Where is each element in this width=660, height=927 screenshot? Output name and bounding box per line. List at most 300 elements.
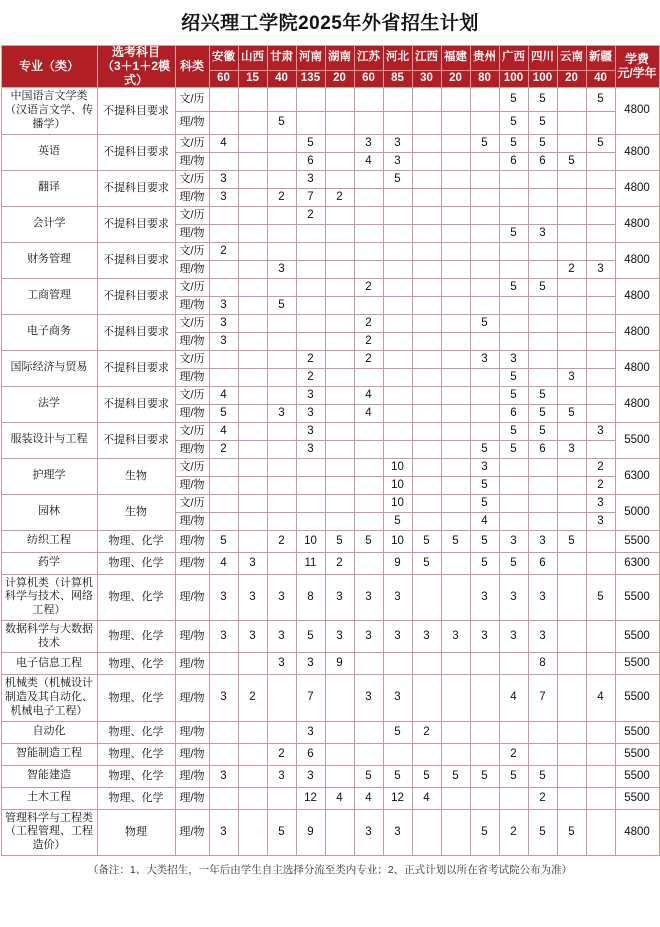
- quota-cell: [238, 530, 267, 552]
- subject-requirement: 不提科目要求: [97, 350, 175, 386]
- quota-cell: 3: [528, 574, 557, 620]
- quota-cell: 2: [238, 675, 267, 721]
- quota-cell: [296, 476, 325, 494]
- major-name: 机械类（机械设计制造及其自动化、机械电子工程）: [1, 675, 97, 721]
- quota-cell: [557, 765, 586, 787]
- kelei-cell: 理/物: [175, 224, 209, 242]
- quota-cell: [557, 188, 586, 206]
- quota-cell: [441, 350, 470, 368]
- quota-cell: [441, 88, 470, 111]
- kelei-cell: 理/物: [175, 743, 209, 765]
- quota-cell: 3: [557, 440, 586, 458]
- quota-cell: 3: [499, 530, 528, 552]
- quota-cell: [557, 494, 586, 512]
- quota-cell: 2: [586, 476, 615, 494]
- tuition-fee: 4800: [615, 242, 659, 278]
- quota-cell: 3: [296, 404, 325, 422]
- quota-cell: [296, 242, 325, 260]
- quota-cell: [354, 368, 383, 386]
- quota-cell: [586, 350, 615, 368]
- major-name: 翻译: [1, 170, 97, 206]
- quota-cell: [470, 386, 499, 404]
- quota-cell: [412, 675, 441, 721]
- quota-cell: [325, 386, 354, 404]
- quota-cell: 5: [528, 386, 557, 404]
- quota-cell: [238, 350, 267, 368]
- quota-cell: 5: [499, 368, 528, 386]
- quota-cell: [412, 242, 441, 260]
- table-row: [1, 134, 659, 152]
- major-name: 自动化: [1, 721, 97, 743]
- quota-cell: [412, 574, 441, 620]
- quota-cell: [441, 512, 470, 530]
- subject-requirement: 物理、化学: [97, 721, 175, 743]
- quota-cell: [325, 404, 354, 422]
- quota-cell: [354, 206, 383, 224]
- kelei-cell: 理/物: [175, 296, 209, 314]
- quota-cell: [209, 476, 238, 494]
- header-fee-line2: 元/学年: [617, 65, 657, 80]
- quota-cell: [412, 111, 441, 134]
- quota-cell: [383, 242, 412, 260]
- quota-cell: [470, 111, 499, 134]
- quota-cell: [325, 88, 354, 111]
- quota-cell: 3: [528, 224, 557, 242]
- quota-cell: 2: [412, 721, 441, 743]
- table-note: （备注：1、大类招生，一年后由学生自主选择分流至类内专业；2、正式计划以所在省考试院公布为准）: [87, 863, 573, 876]
- quota-cell: [441, 809, 470, 855]
- quota-cell: [354, 296, 383, 314]
- quota-cell: [557, 224, 586, 242]
- quota-cell: [470, 787, 499, 809]
- quota-cell: [586, 530, 615, 552]
- quota-cell: 3: [209, 170, 238, 188]
- quota-cell: [441, 404, 470, 422]
- major-name: 园林: [1, 494, 97, 530]
- quota-cell: 3: [586, 512, 615, 530]
- quota-cell: [412, 224, 441, 242]
- quota-cell: [325, 242, 354, 260]
- quota-cell: [267, 512, 296, 530]
- major-name: 计算机类（计算机科学与技术、网络工程）: [1, 574, 97, 620]
- quota-cell: [528, 296, 557, 314]
- quota-cell: [209, 278, 238, 296]
- header-province-7: 江西: [412, 46, 441, 71]
- header-province-10: 广西: [499, 46, 528, 71]
- quota-cell: [528, 206, 557, 224]
- quota-cell: [238, 111, 267, 134]
- quota-cell: [325, 512, 354, 530]
- quota-cell: 6: [499, 404, 528, 422]
- quota-cell: 6: [499, 152, 528, 170]
- quota-cell: [412, 809, 441, 855]
- quota-cell: 5: [557, 404, 586, 422]
- major-name: 药学: [1, 552, 97, 574]
- quota-cell: [470, 404, 499, 422]
- quota-cell: [557, 296, 586, 314]
- quota-cell: 5: [528, 765, 557, 787]
- quota-cell: 3: [238, 620, 267, 653]
- quota-cell: [267, 350, 296, 368]
- quota-cell: [209, 787, 238, 809]
- quota-cell: [354, 224, 383, 242]
- quota-cell: 4: [354, 386, 383, 404]
- table-row: [1, 620, 659, 653]
- quota-cell: [238, 458, 267, 476]
- kelei-cell: 理/物: [175, 675, 209, 721]
- quota-cell: 3: [296, 170, 325, 188]
- quota-cell: 3: [383, 574, 412, 620]
- quota-cell: [441, 743, 470, 765]
- quota-cell: [383, 404, 412, 422]
- quota-cell: [238, 188, 267, 206]
- quota-cell: [470, 721, 499, 743]
- quota-cell: 5: [354, 765, 383, 787]
- tuition-fee: 5000: [615, 494, 659, 530]
- major-name: 国际经济与贸易: [1, 350, 97, 386]
- quota-cell: 2: [325, 188, 354, 206]
- table-row: [1, 314, 659, 332]
- quota-cell: [267, 721, 296, 743]
- quota-cell: [296, 296, 325, 314]
- quota-cell: [499, 512, 528, 530]
- quota-cell: [412, 260, 441, 278]
- quota-cell: [412, 458, 441, 476]
- subject-requirement: 物理、化学: [97, 743, 175, 765]
- quota-cell: [325, 260, 354, 278]
- quota-cell: 5: [325, 530, 354, 552]
- quota-cell: [354, 170, 383, 188]
- quota-cell: [557, 242, 586, 260]
- quota-cell: [354, 260, 383, 278]
- quota-cell: [412, 152, 441, 170]
- quota-cell: [325, 368, 354, 386]
- tuition-fee: 5500: [615, 422, 659, 458]
- table-row: [1, 494, 659, 512]
- quota-cell: [238, 440, 267, 458]
- quota-cell: [267, 675, 296, 721]
- quota-cell: [383, 278, 412, 296]
- quota-cell: [354, 653, 383, 675]
- kelei-cell: 理/物: [175, 332, 209, 350]
- quota-cell: 5: [209, 530, 238, 552]
- subject-requirement: 不提科目要求: [97, 134, 175, 170]
- quota-cell: [296, 224, 325, 242]
- quota-cell: [441, 296, 470, 314]
- quota-cell: [209, 224, 238, 242]
- quota-cell: [354, 422, 383, 440]
- quota-cell: [499, 458, 528, 476]
- header-province-2: 甘肃: [267, 46, 296, 71]
- quota-cell: [586, 721, 615, 743]
- quota-cell: [557, 386, 586, 404]
- quota-cell: [238, 787, 267, 809]
- quota-cell: [267, 134, 296, 152]
- table-row: [1, 574, 659, 620]
- quota-cell: [441, 494, 470, 512]
- quota-cell: 3: [325, 574, 354, 620]
- quota-cell: [412, 422, 441, 440]
- kelei-cell: 理/物: [175, 765, 209, 787]
- subject-requirement: 生物: [97, 494, 175, 530]
- table-row: [1, 242, 659, 260]
- quota-cell: [383, 653, 412, 675]
- quota-cell: [441, 111, 470, 134]
- quota-cell: [470, 242, 499, 260]
- quota-cell: 3: [209, 332, 238, 350]
- quota-cell: 6: [528, 552, 557, 574]
- quota-cell: 3: [296, 653, 325, 675]
- quota-cell: 5: [499, 422, 528, 440]
- quota-cell: [267, 224, 296, 242]
- quota-cell: 3: [296, 440, 325, 458]
- quota-cell: [528, 332, 557, 350]
- quota-cell: [354, 88, 383, 111]
- quota-cell: [557, 314, 586, 332]
- quota-cell: [499, 653, 528, 675]
- quota-cell: 4: [499, 675, 528, 721]
- quota-cell: [557, 422, 586, 440]
- quota-cell: 5: [499, 88, 528, 111]
- quota-cell: [586, 765, 615, 787]
- major-name: 会计学: [1, 206, 97, 242]
- quota-cell: [267, 476, 296, 494]
- quota-cell: [528, 458, 557, 476]
- quota-cell: [296, 332, 325, 350]
- quota-cell: [586, 743, 615, 765]
- quota-cell: 5: [470, 809, 499, 855]
- quota-cell: [441, 787, 470, 809]
- quota-cell: [325, 278, 354, 296]
- quota-cell: [412, 188, 441, 206]
- quota-cell: [383, 224, 412, 242]
- subject-requirement: 物理、化学: [97, 653, 175, 675]
- quota-cell: [267, 494, 296, 512]
- kelei-cell: 理/物: [175, 653, 209, 675]
- quota-cell: 2: [267, 743, 296, 765]
- quota-cell: 11: [296, 552, 325, 574]
- quota-cell: 5: [470, 476, 499, 494]
- header-row-provinces: [1, 46, 659, 71]
- header-quota-4: 20: [325, 70, 354, 88]
- quota-cell: 5: [528, 809, 557, 855]
- table-body: [1, 88, 659, 856]
- kelei-cell: 理/物: [175, 512, 209, 530]
- header-province-5: 江苏: [354, 46, 383, 71]
- quota-cell: 12: [296, 787, 325, 809]
- kelei-cell: 文/历: [175, 422, 209, 440]
- kelei-cell: 文/历: [175, 314, 209, 332]
- major-name: 服装设计与工程: [1, 422, 97, 458]
- quota-cell: [586, 224, 615, 242]
- quota-cell: 6: [296, 743, 325, 765]
- quota-cell: [267, 332, 296, 350]
- quota-cell: [528, 350, 557, 368]
- major-name: 电子信息工程: [1, 653, 97, 675]
- quota-cell: [238, 422, 267, 440]
- quota-cell: [499, 170, 528, 188]
- quota-cell: [441, 224, 470, 242]
- quota-cell: 2: [296, 350, 325, 368]
- quota-cell: [354, 743, 383, 765]
- quota-cell: 10: [383, 494, 412, 512]
- quota-cell: [325, 206, 354, 224]
- quota-cell: [383, 296, 412, 314]
- quota-cell: 6: [528, 152, 557, 170]
- header-subject: [97, 46, 175, 88]
- quota-cell: [557, 721, 586, 743]
- quota-cell: 5: [470, 552, 499, 574]
- quota-cell: 3: [499, 350, 528, 368]
- kelei-cell: 理/物: [175, 404, 209, 422]
- quota-cell: [354, 440, 383, 458]
- quota-cell: [557, 787, 586, 809]
- quota-cell: [586, 278, 615, 296]
- kelei-cell: 文/历: [175, 494, 209, 512]
- major-name: 工商管理: [1, 278, 97, 314]
- tuition-fee: 4800: [615, 134, 659, 170]
- tuition-fee: 5500: [615, 620, 659, 653]
- quota-cell: 4: [354, 404, 383, 422]
- quota-cell: [267, 206, 296, 224]
- table-row: [1, 743, 659, 765]
- quota-cell: [586, 332, 615, 350]
- subject-requirement: 不提科目要求: [97, 278, 175, 314]
- quota-cell: [557, 743, 586, 765]
- header-fee: [615, 46, 659, 88]
- quota-cell: 3: [586, 422, 615, 440]
- major-name: 数据科学与大数据技术: [1, 620, 97, 653]
- quota-cell: 3: [209, 574, 238, 620]
- quota-cell: 3: [209, 620, 238, 653]
- quota-cell: [586, 368, 615, 386]
- header-province-11: 四川: [528, 46, 557, 71]
- quota-cell: 5: [412, 765, 441, 787]
- tuition-fee: 4800: [615, 88, 659, 134]
- major-name: 中国语言文学类（汉语言文学、传播学）: [1, 88, 97, 134]
- quota-cell: [267, 787, 296, 809]
- quota-cell: [470, 653, 499, 675]
- quota-cell: 4: [209, 552, 238, 574]
- quota-cell: 5: [586, 574, 615, 620]
- quota-cell: [499, 494, 528, 512]
- major-name: 土木工程: [1, 787, 97, 809]
- quota-cell: [238, 386, 267, 404]
- quota-cell: [470, 224, 499, 242]
- quota-cell: [354, 188, 383, 206]
- quota-cell: [325, 134, 354, 152]
- quota-cell: [383, 206, 412, 224]
- table-row: [1, 350, 659, 368]
- quota-cell: 3: [267, 620, 296, 653]
- kelei-cell: 文/历: [175, 88, 209, 111]
- quota-cell: [441, 314, 470, 332]
- quota-cell: [325, 494, 354, 512]
- quota-cell: 5: [267, 296, 296, 314]
- quota-cell: [470, 170, 499, 188]
- subject-requirement: 不提科目要求: [97, 242, 175, 278]
- quota-cell: 5: [267, 111, 296, 134]
- header-province-6: 河北: [383, 46, 412, 71]
- quota-cell: [441, 721, 470, 743]
- quota-cell: 5: [412, 530, 441, 552]
- header-quota-6: 85: [383, 70, 412, 88]
- quota-cell: [238, 278, 267, 296]
- header-province-4: 湖南: [325, 46, 354, 71]
- quota-cell: [586, 188, 615, 206]
- subject-requirement: 物理、化学: [97, 530, 175, 552]
- quota-cell: [499, 242, 528, 260]
- quota-cell: [412, 350, 441, 368]
- quota-cell: [412, 296, 441, 314]
- quota-cell: [412, 653, 441, 675]
- quota-cell: [412, 134, 441, 152]
- kelei-cell: 文/历: [175, 386, 209, 404]
- quota-cell: [557, 206, 586, 224]
- quota-cell: [238, 476, 267, 494]
- quota-cell: [296, 278, 325, 296]
- quota-cell: 5: [354, 530, 383, 552]
- quota-cell: 3: [528, 530, 557, 552]
- quota-cell: [470, 743, 499, 765]
- quota-cell: [586, 206, 615, 224]
- header-province-13: 新疆: [586, 46, 615, 71]
- quota-cell: [238, 653, 267, 675]
- quota-cell: [470, 152, 499, 170]
- quota-cell: 3: [354, 675, 383, 721]
- kelei-cell: 理/物: [175, 809, 209, 855]
- quota-cell: [557, 458, 586, 476]
- quota-cell: 3: [383, 675, 412, 721]
- quota-cell: [557, 675, 586, 721]
- header-quota-8: 20: [441, 70, 470, 88]
- subject-requirement: 不提科目要求: [97, 88, 175, 134]
- quota-cell: [470, 675, 499, 721]
- table-row: [1, 530, 659, 552]
- table-row: [1, 206, 659, 224]
- table-row: [1, 386, 659, 404]
- quota-cell: 8: [296, 574, 325, 620]
- quota-cell: [296, 260, 325, 278]
- quota-cell: 5: [470, 314, 499, 332]
- quota-cell: [412, 206, 441, 224]
- quota-cell: 2: [354, 278, 383, 296]
- quota-cell: [354, 512, 383, 530]
- quota-cell: [325, 170, 354, 188]
- quota-cell: [586, 440, 615, 458]
- quota-cell: [470, 332, 499, 350]
- quota-cell: [238, 296, 267, 314]
- kelei-cell: 文/历: [175, 278, 209, 296]
- kelei-cell: 理/物: [175, 188, 209, 206]
- quota-cell: [499, 476, 528, 494]
- quota-cell: 5: [557, 809, 586, 855]
- kelei-cell: 理/物: [175, 260, 209, 278]
- quota-cell: 4: [354, 787, 383, 809]
- quota-cell: 10: [383, 458, 412, 476]
- quota-cell: [267, 314, 296, 332]
- header-quota-1: 15: [238, 70, 267, 88]
- quota-cell: 9: [383, 552, 412, 574]
- quota-cell: [528, 494, 557, 512]
- subject-requirement: 物理、化学: [97, 574, 175, 620]
- quota-cell: [441, 440, 470, 458]
- quota-cell: 5: [499, 552, 528, 574]
- quota-cell: 2: [528, 787, 557, 809]
- subject-requirement: 不提科目要求: [97, 206, 175, 242]
- quota-cell: 3: [586, 260, 615, 278]
- quota-cell: 5: [441, 530, 470, 552]
